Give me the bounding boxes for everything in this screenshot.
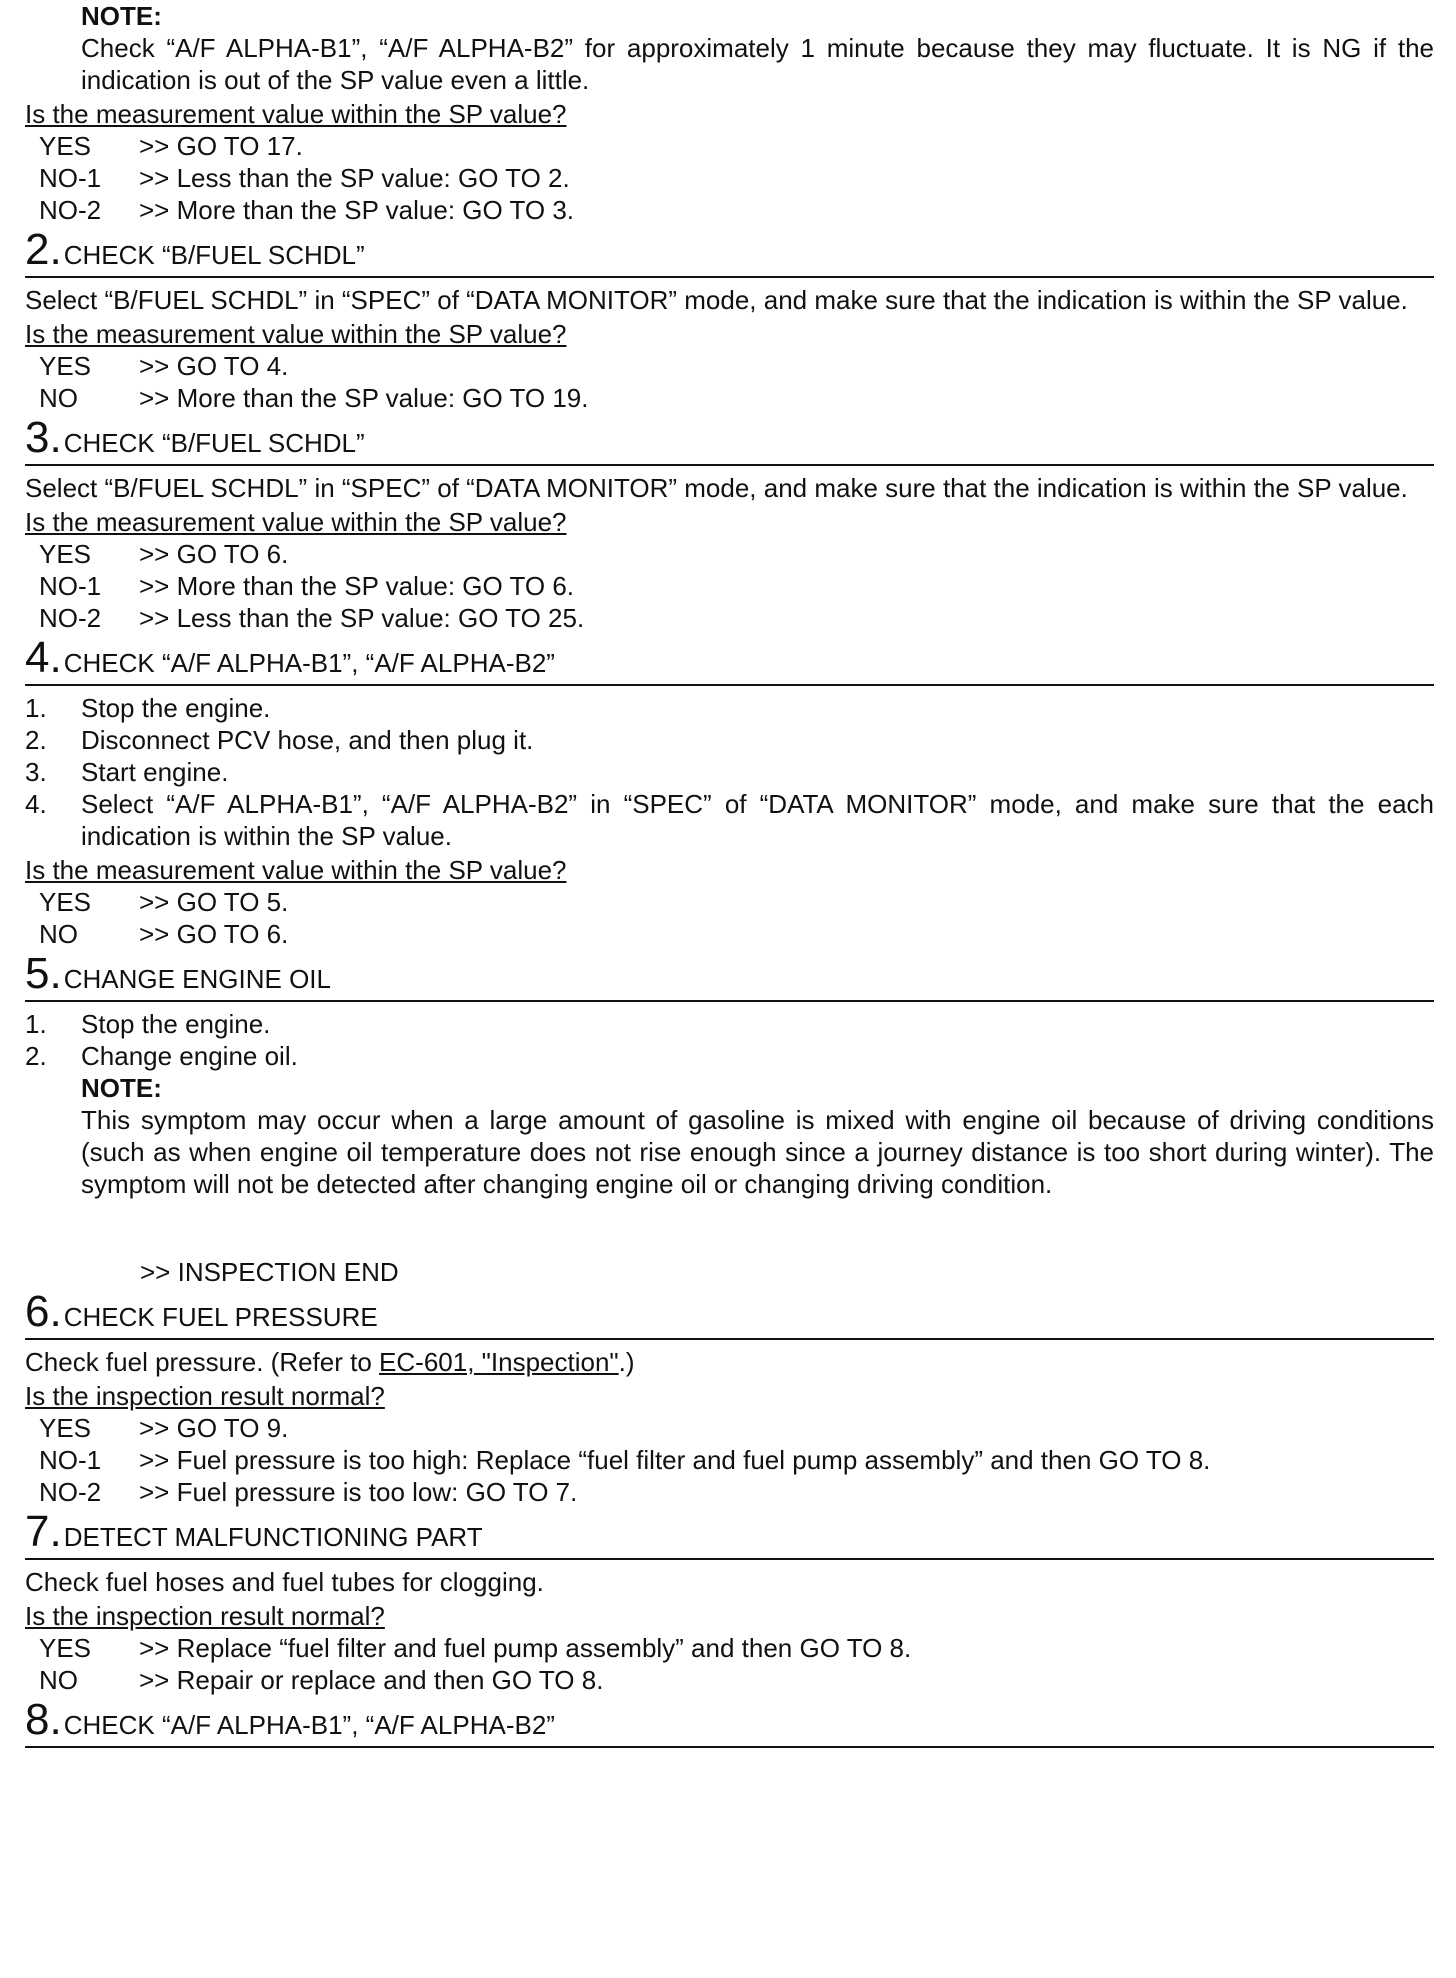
list-item [25,724,1434,756]
answer-row [39,918,1434,950]
step-title: CHECK “B/FUEL SCHDL” [63,428,365,458]
answer-key: YES [39,1413,92,1443]
step-question: Is the inspection result normal? [25,1601,385,1631]
answer-row [39,194,1434,226]
step-5-heading [25,949,1434,1002]
list-number: 2. [25,725,47,755]
step-question: Is the measurement value within the SP value? [25,319,567,349]
answer-row [39,602,1434,634]
answer-key: NO [39,919,78,949]
step-number: 7. [25,1507,62,1556]
answer-row [39,382,1434,414]
answer-value: >> GO TO 17. [139,131,303,161]
list-number: 2. [25,1041,47,1071]
step-title: CHECK “A/F ALPHA-B1”, “A/F ALPHA-B2” [63,1710,555,1740]
step-8-heading [25,1695,1434,1748]
step-number: 3. [25,413,62,462]
step-3-heading [25,413,1434,466]
answer-value: >> Fuel pressure is too high: Replace “fuel filter and fuel pump assembly” and then GO TO 8. [139,1445,1211,1475]
list-number: 1. [25,693,47,723]
note-text: This symptom may occur when a large amount of gasoline is mixed with engine oil because of driving conditions (such as when engine oil temperature does not rise enough since a journey distance is too short during winter). The symptom will not be detected after changing engine oil or changing driving condition. [81,1105,1434,1199]
list-text: Change engine oil. [81,1041,298,1071]
step-4-heading [25,633,1434,686]
answer-key: NO [39,383,78,413]
body-suffix: .) [618,1347,635,1377]
answer-row [39,570,1434,602]
answer-value: >> GO TO 5. [139,887,289,917]
note-text: Check “A/F ALPHA-B1”, “A/F ALPHA-B2” for approximately 1 minute because they may fluctuate. It is NG if the indication is out of the SP value even a little. [81,33,1434,95]
answer-row [39,1476,1434,1508]
note-label: NOTE: [81,1073,162,1103]
answer-row [39,1444,1434,1476]
list-item [25,1040,1434,1200]
step-title: CHECK “A/F ALPHA-B1”, “A/F ALPHA-B2” [63,648,555,678]
step-title: CHECK FUEL PRESSURE [63,1302,378,1332]
answer-value: >> GO TO 9. [139,1413,289,1443]
body-prefix: Check fuel pressure. (Refer to [25,1347,380,1377]
answer-value: >> GO TO 6. [139,539,289,569]
step-number: 6. [25,1287,62,1336]
answer-key: NO-1 [39,1445,102,1475]
step-body: Select “B/FUEL SCHDL” in “SPEC” of “DATA MONITOR” mode, and make sure that the indication is within the SP value. [25,285,1408,315]
answer-row [39,538,1434,570]
answer-key: NO [39,1665,78,1695]
list-text: Disconnect PCV hose, and then plug it. [81,725,534,755]
answer-value: >> Fuel pressure is too low: GO TO 7. [139,1477,578,1507]
list-number: 4. [25,789,47,819]
reference-link[interactable]: EC-601, "Inspection" [379,1347,619,1377]
step-title: CHECK “B/FUEL SCHDL” [63,240,365,270]
answer-key: YES [39,539,92,569]
step-question: Is the inspection result normal? [25,1381,385,1411]
step-body: Select “B/FUEL SCHDL” in “SPEC” of “DATA MONITOR” mode, and make sure that the indication is within the SP value. [25,473,1408,503]
step-title: DETECT MALFUNCTIONING PART [63,1522,483,1552]
list-text: Start engine. [81,757,229,787]
inspection-end: >> INSPECTION END [140,1257,399,1287]
list-text: Select “A/F ALPHA-B1”, “A/F ALPHA-B2” in “SPEC” of “DATA MONITOR” mode, and make sure that the each indication is within the SP value. [81,789,1434,851]
answer-row [39,886,1434,918]
top-answers [25,130,1434,226]
answer-value: >> GO TO 6. [139,919,289,949]
step-2-heading [25,225,1434,278]
list-text: Stop the engine. [81,693,271,723]
top-question: Is the measurement value within the SP value? [25,99,567,129]
answer-value: >> More than the SP value: GO TO 19. [139,383,589,413]
step-body: Check fuel hoses and fuel tubes for clogging. [25,1567,544,1597]
answer-key: NO-1 [39,571,102,601]
list-item [25,692,1434,724]
note-label: NOTE: [81,1,162,31]
answer-key: YES [39,131,92,161]
step-body [25,1346,1434,1378]
answer-value: >> Less than the SP value: GO TO 25. [139,603,585,633]
answer-key: YES [39,351,92,381]
answer-row [39,350,1434,382]
list-number: 3. [25,757,47,787]
answer-value: >> Less than the SP value: GO TO 2. [139,163,570,193]
step-number: 2. [25,225,62,274]
answer-value: >> More than the SP value: GO TO 6. [139,571,575,601]
list-item [25,756,1434,788]
answer-value: >> Replace “fuel filter and fuel pump assembly” and then GO TO 8. [139,1633,912,1663]
document-page [25,0,1434,1754]
answer-key: YES [39,887,92,917]
step-6-heading [25,1287,1434,1340]
answer-key: YES [39,1633,92,1663]
answer-row [39,1632,1434,1664]
list-item [25,788,1434,852]
step-question: Is the measurement value within the SP value? [25,855,567,885]
answer-value: >> GO TO 4. [139,351,289,381]
answer-row [39,1664,1434,1696]
top-note [25,0,1434,96]
step-number: 5. [25,949,62,998]
list-item [25,1008,1434,1040]
answer-key: NO-2 [39,195,102,225]
answer-key: NO-2 [39,603,102,633]
step-7-heading [25,1507,1434,1560]
answer-key: NO-1 [39,163,102,193]
step-number: 8. [25,1695,62,1744]
answer-row [39,130,1434,162]
step-question: Is the measurement value within the SP value? [25,507,567,537]
answer-value: >> Repair or replace and then GO TO 8. [139,1665,604,1695]
answer-key: NO-2 [39,1477,102,1507]
list-text: Stop the engine. [81,1009,271,1039]
answer-value: >> More than the SP value: GO TO 3. [139,195,575,225]
list-number: 1. [25,1009,47,1039]
answer-row [39,162,1434,194]
answer-row [39,1412,1434,1444]
step-number: 4. [25,633,62,682]
step-title: CHANGE ENGINE OIL [63,964,331,994]
